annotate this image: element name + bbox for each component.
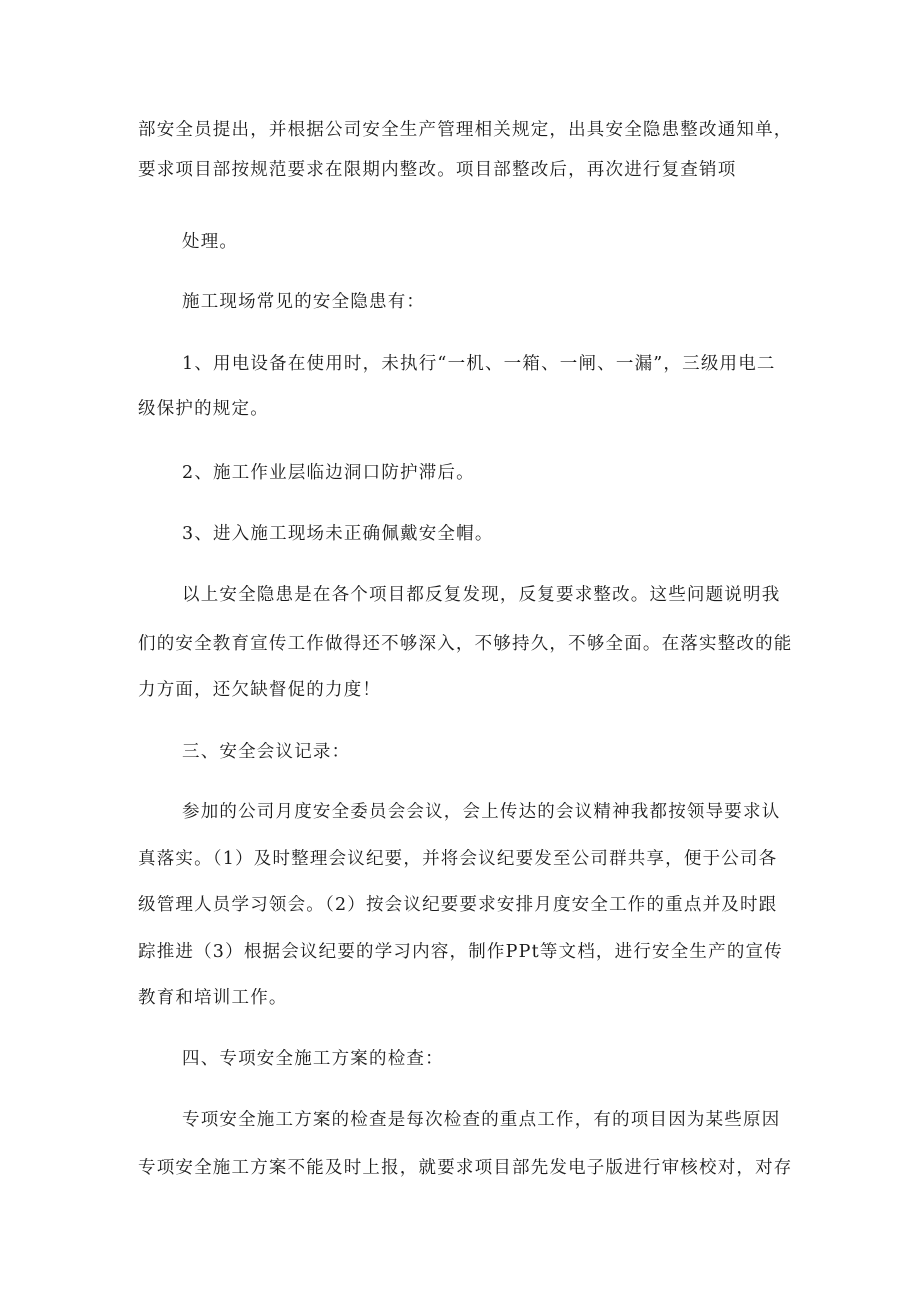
paragraph-line: 处理。	[182, 232, 239, 252]
paragraph-line: 踪推进（3）根据会议纪要的学习内容，制作PPt等文档，进行安全生产的宣传	[138, 942, 783, 962]
paragraph-line: 教育和培训工作。	[138, 988, 288, 1008]
paragraph-line: 部安全员提出，并根据公司安全生产管理相关规定，出具安全隐患整改通知单，	[138, 120, 793, 140]
paragraph-line: 专项安全施工方案不能及时上报，就要求项目部先发电子版进行审核校对，对存	[138, 1158, 793, 1178]
list-item-line: 级保护的规定。	[138, 399, 269, 419]
paragraph-line: 以上安全隐患是在各个项目都反复发现，反复要求整改。这些问题说明我	[182, 585, 781, 605]
section-heading: 三、安全会议记录：	[182, 742, 351, 762]
paragraph-line: 专项安全施工方案的检查是每次检查的重点工作，有的项目因为某些原因	[182, 1110, 781, 1130]
paragraph-line: 真落实。（1）及时整理会议纪要，并将会议纪要发至公司群共享，便于公司各	[138, 849, 778, 869]
list-item-line: 2、施工作业层临边洞口防护滞后。	[182, 463, 475, 483]
paragraph-line: 们的安全教育宣传工作做得还不够深入，不够持久，不够全面。在落实整改的能	[138, 634, 793, 654]
paragraph-line: 施工现场常见的安全隐患有：	[182, 292, 426, 312]
section-heading: 四、专项安全施工方案的检查：	[182, 1049, 444, 1069]
list-item-line: 3、进入施工现场未正确佩戴安全帽。	[182, 524, 494, 544]
paragraph-line: 级管理人员学习领会。（2）按会议纪要要求安排月度安全工作的重点并及时跟	[138, 895, 778, 915]
paragraph-line: 力方面，还欠缺督促的力度！	[138, 680, 382, 700]
list-item-line: 1、用电设备在使用时，未执行“一机、一箱、一闸、一漏”，三级用电二	[182, 354, 776, 374]
paragraph-line: 要求项目部按规范要求在限期内整改。项目部整改后，再次进行复查销项	[138, 160, 737, 180]
paragraph-line: 参加的公司月度安全委员会会议，会上传达的会议精神我都按领导要求认	[182, 802, 781, 822]
